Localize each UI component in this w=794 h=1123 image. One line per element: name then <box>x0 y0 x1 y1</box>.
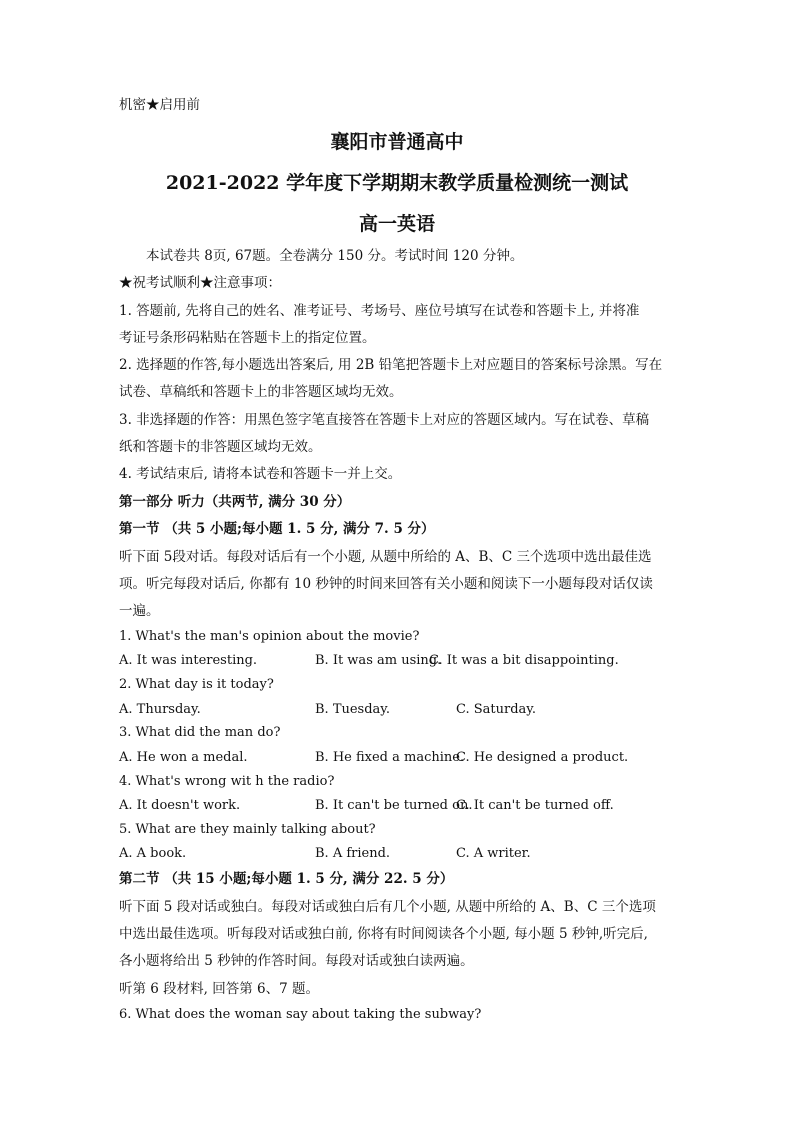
notice-2-line-2: 试卷、草稿纸和答题卡上的非答题区域均无效。 <box>119 384 403 400</box>
question-4-option-a: A. It doesn't work. <box>119 798 241 813</box>
section2-instructions-1: 听下面 5 段对话或独白。每段对话或独白后有几个小题, 从题中所给的 A、B、C 三个选项 <box>119 899 656 915</box>
question-5-option-c: C. A writer. <box>456 846 531 861</box>
question-1-option-c: C. It was a bit disappointing. <box>429 653 619 668</box>
question-3-option-c: C. He designed a product. <box>456 750 629 765</box>
exam-info: 本试卷共 8页, 67题。全卷满分 150 分。考试时间 120 分钟。 <box>146 248 524 264</box>
question-2: 2. What day is it today? <box>119 677 274 692</box>
section2-instructions-4: 听第 6 段材料, 回答第 6、7 题。 <box>119 981 320 997</box>
question-2-option-b: B. Tuesday. <box>315 702 391 717</box>
question-5-option-a: A. A book. <box>119 846 187 861</box>
question-2-option-c: C. Saturday. <box>456 702 537 717</box>
section1-instructions-1: 听下面 5段对话。每段对话后有一个小题, 从题中所给的 A、B、C 三个选项中选出最佳选 <box>119 549 652 565</box>
notice-3-line-1: 3. 非选择题的作答：用黑色签字笔直接答在答题卡上对应的答题区域内。写在试卷、草稿 <box>119 412 650 428</box>
exam-title-city: 襄阳市普通高中 <box>330 131 464 153</box>
confidential-label: 机密★启用前 <box>119 97 200 113</box>
exam-title-subject: 高一英语 <box>358 213 435 235</box>
section2-instructions-3: 各小题将给出 5 秒钟的作答时间。每段对话或独白读两遍。 <box>119 953 474 969</box>
question-4-option-c: C. It can't be turned off. <box>456 798 614 813</box>
question-1: 1. What's the man's opinion about the movie? <box>119 629 420 644</box>
question-1-option-a: A. It was interesting. <box>119 653 258 668</box>
section2-heading: 第二节 （共 15 小题;每小题 1. 5 分, 满分 22. 5 分） <box>119 871 454 887</box>
notice-4: 4. 考试结束后, 请将本试卷和答题卡一并上交。 <box>119 466 402 482</box>
question-4-option-b: B. It can't be turned on. <box>315 798 473 813</box>
question-1-option-b: B. It was am using. <box>315 653 442 668</box>
question-6: 6. What does the woman say about taking the subway? <box>119 1007 482 1022</box>
question-3-option-a: A. He won a medal. <box>119 750 248 765</box>
section1-instructions-3: 一遍。 <box>119 603 160 619</box>
section1-instructions-2: 项。听完每段对话后, 你都有 10 秒钟的时间来回答有关小题和阅读下一小题每段对话仅读 <box>119 576 653 592</box>
question-3: 3. What did the man do? <box>119 725 281 740</box>
notice-heading: ★祝考试顺利★注意事项： <box>119 275 281 291</box>
question-3-option-b: B. He fixed a machine. <box>315 750 465 765</box>
section1-heading: 第一节 （共 5 小题;每小题 1. 5 分, 满分 7. 5 分） <box>119 521 435 537</box>
question-4: 4. What's wrong wit h the radio? <box>119 774 335 789</box>
exam-title-term: 2021-2022 学年度下学期期末教学质量检测统一测试 <box>165 172 629 194</box>
notice-1-line-2: 考证号条形码粘贴在答题卡上的指定位置。 <box>119 330 376 346</box>
notice-3-line-2: 纸和答题卡的非答题区域均无效。 <box>119 439 322 455</box>
question-2-option-a: A. Thursday. <box>119 702 201 717</box>
part1-heading: 第一部分 听力（共两节, 满分 30 分） <box>119 494 351 510</box>
notice-2-line-1: 2. 选择题的作答,每小题选出答案后, 用 2B 铅笔把答题卡上对应题目的答案标号涂黑。写在 <box>119 357 663 373</box>
question-5: 5. What are they mainly talking about? <box>119 822 376 837</box>
question-5-option-b: B. A friend. <box>315 846 391 861</box>
section2-instructions-2: 中选出最佳选项。听每段对话或独白前, 你将有时间阅读各个小题, 每小题 5 秒钟,听完后, <box>119 926 648 942</box>
notice-1-line-1: 1. 答题前, 先将自己的姓名、准考证号、考场号、座位号填写在试卷和答题卡上, 并将准 <box>119 303 640 319</box>
